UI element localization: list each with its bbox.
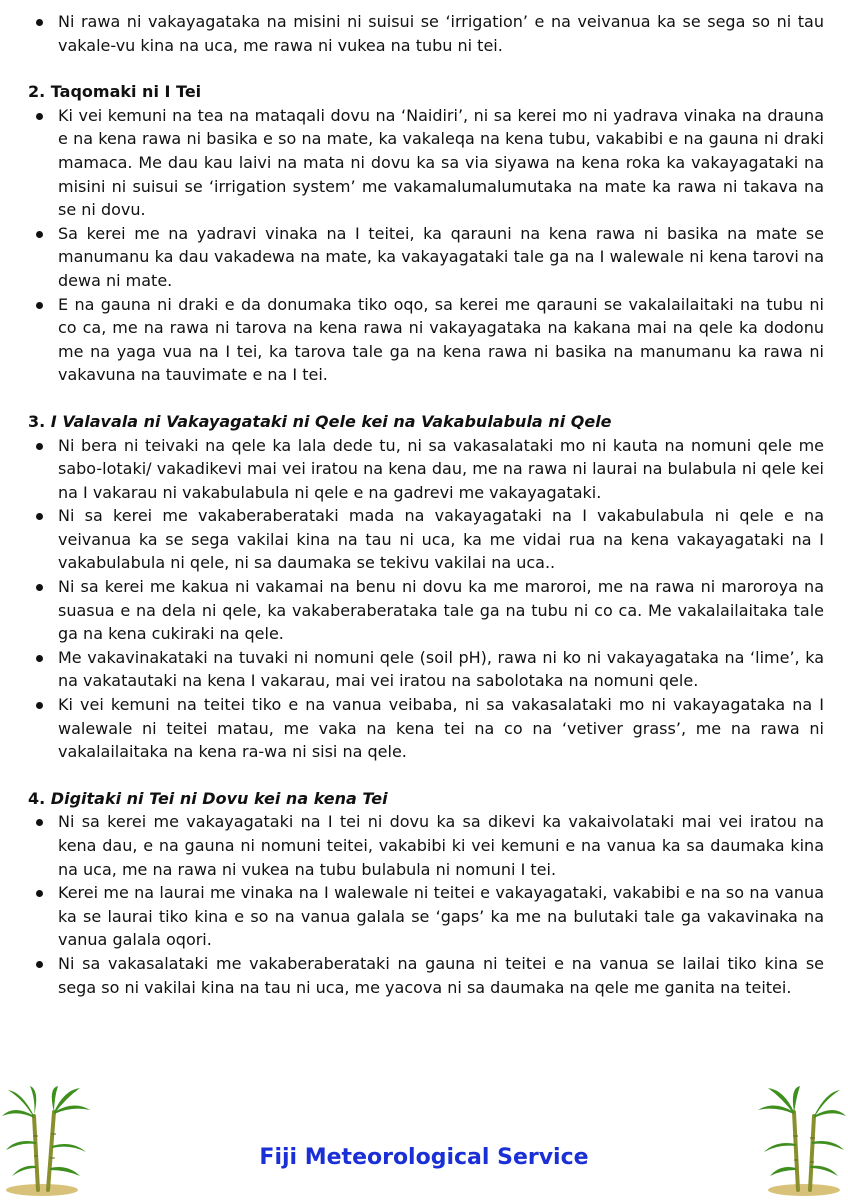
bullet-list [28,434,824,764]
footer-organization-title: Fiji Meteorological Service [259,1145,589,1170]
list-item: Ni sa kerei me vakaberaberataki mada na vakayagataki na I vakabulabula ni qele e na veivanua ka se sega vakilai kina na tau ni uca, ka me vidai rua na kena vakayagataki na I vakabulabula ni qele, ni sa daumaka se tekivu vakilai na uca.. [28,504,824,575]
section-valavala [28,410,824,764]
section-title: I Valavala ni Vakayagataki ni Qele kei na Vakabulabula ni Qele [50,411,612,431]
intro-list [28,10,824,57]
list-item: Ni bera ni teivaki na qele ka lala dede tu, ni sa vakasalataki mo ni kauta na nomuni qele me sabo-lotaki/ vakadikevi mai vei iratou na kena dau, me na rawa ni laurai na bulabula ni qele kei na I vakarau ni vakabulabula ni qele e na gadrevi me vakayagataki. [28,434,824,505]
section-heading [28,787,824,811]
section-title: Digitaki ni Tei ni Dovu kei na kena Tei [50,788,388,808]
list-item: Ni sa kerei me kakua ni vakamai na benu ni dovu ka me maroroi, me na rawa ni maroroya na suasua e na dela ni qele, ka vakaberaberataka tale ga na tubu ni co ca. Me vakalailaitaka tale ga na kena cukiraki na qele. [28,575,824,646]
document-body [28,10,824,999]
section-number: 4. [28,788,46,808]
list-item: Ki vei kemuni na teitei tiko e na vanua veibaba, ni sa vakasalataki mo ni vakayagataka na I walewale ni teitei matau, me vaka na kena tei na co na ‘vetiver grass’, me na rawa ni vakalailaitaka na kena ra-wa ni sisi na qele. [28,693,824,764]
sugarcane-plant-icon [0,1086,92,1198]
sugarcane-plant-icon [756,1086,848,1198]
section-heading [28,410,824,434]
list-item: E na gauna ni draki e da donumaka tiko oqo, sa kerei me qarauni se vakalailaitaki na tubu ni co ca, me na rawa ni tarova na kena rawa ni vakayagataka na kakana mai na qele ka dodonu me na yaga vua na I tei, ka tarova tale ga na kena rawa ni basika na manumanu ka rawa ni vakavuna na tauvimate e na I tei. [28,293,824,387]
section-number: 2. [28,82,46,102]
list-item: Ni sa kerei me vakayagataki na I tei ni dovu ka sa dikevi ka vakaivolataki mai vei iratou na kena dau, e na gauna ni nomuni teitei, vakabibi ki vei kemuni e na vanua ka sa daumaka kina na uca, me na rawa ni vukea na tubu bulabula ni nomuni I tei. [28,810,824,881]
list-item: Ni rawa ni vakayagataka na misini ni suisui se ‘irrigation’ e na veivanua ka se sega so ni tau vakale-vu kina na uca, me rawa ni vukea na tubu ni tei. [28,10,824,57]
bullet-list [28,104,824,387]
section-heading [28,80,824,104]
list-item: Ni sa vakasalataki me vakaberaberataki na gauna ni teitei e na vanua se lailai tiko kina se sega so ni vakilai kina na tau ni uca, me yacova ni sa daumaka na qele me ganita na teitei. [28,952,824,999]
list-item: Kerei me na laurai me vinaka na I walewale ni teitei e vakayagataki, vakabibi e na so na vanua ka se laurai tiko kina e so na vanua galala se ‘gaps’ ka me na bulutaki tale ga vakavinaka na vanua galala oqori. [28,881,824,952]
section-number: 3. [28,411,46,431]
list-item: Sa kerei me na yadravi vinaka na I teitei, ka qarauni na kena rawa ni basika na mate se manumanu ka dau vakadewa na mate, ka vakayagataki tale ga na I walewale ni kena tarovi na dewa ni mate. [28,222,824,293]
section-taqomaki [28,80,824,387]
section-title: Taqomaki ni I Tei [50,82,202,102]
section-digitaki [28,787,824,999]
bullet-list [28,810,824,999]
list-item: Ki vei kemuni na tea na mataqali dovu na ‘Naidiri’, ni sa kerei mo ni yadrava vinaka na drauna e na kena rawa ni basika e so na mate, ka vakaleqa na kena tubu, vakabibi e na gauna ni draki mamaca. Me dau kau laivi na mata ni dovu ka sa via siyawa na kena roka ka vakayagataki na misini ni suisui se ‘irrigation system’ me vakamalumalumutaka na mate ka rawa ni takava na se ni dovu. [28,104,824,222]
list-item: Me vakavinakataki na tuvaki ni nomuni qele (soil pH), rawa ni ko ni vakayagataka na ‘lime’, ka na vakatautaki na kena I vakarau, mai vei iratou na sabolotaka na nomuni qele. [28,646,824,693]
